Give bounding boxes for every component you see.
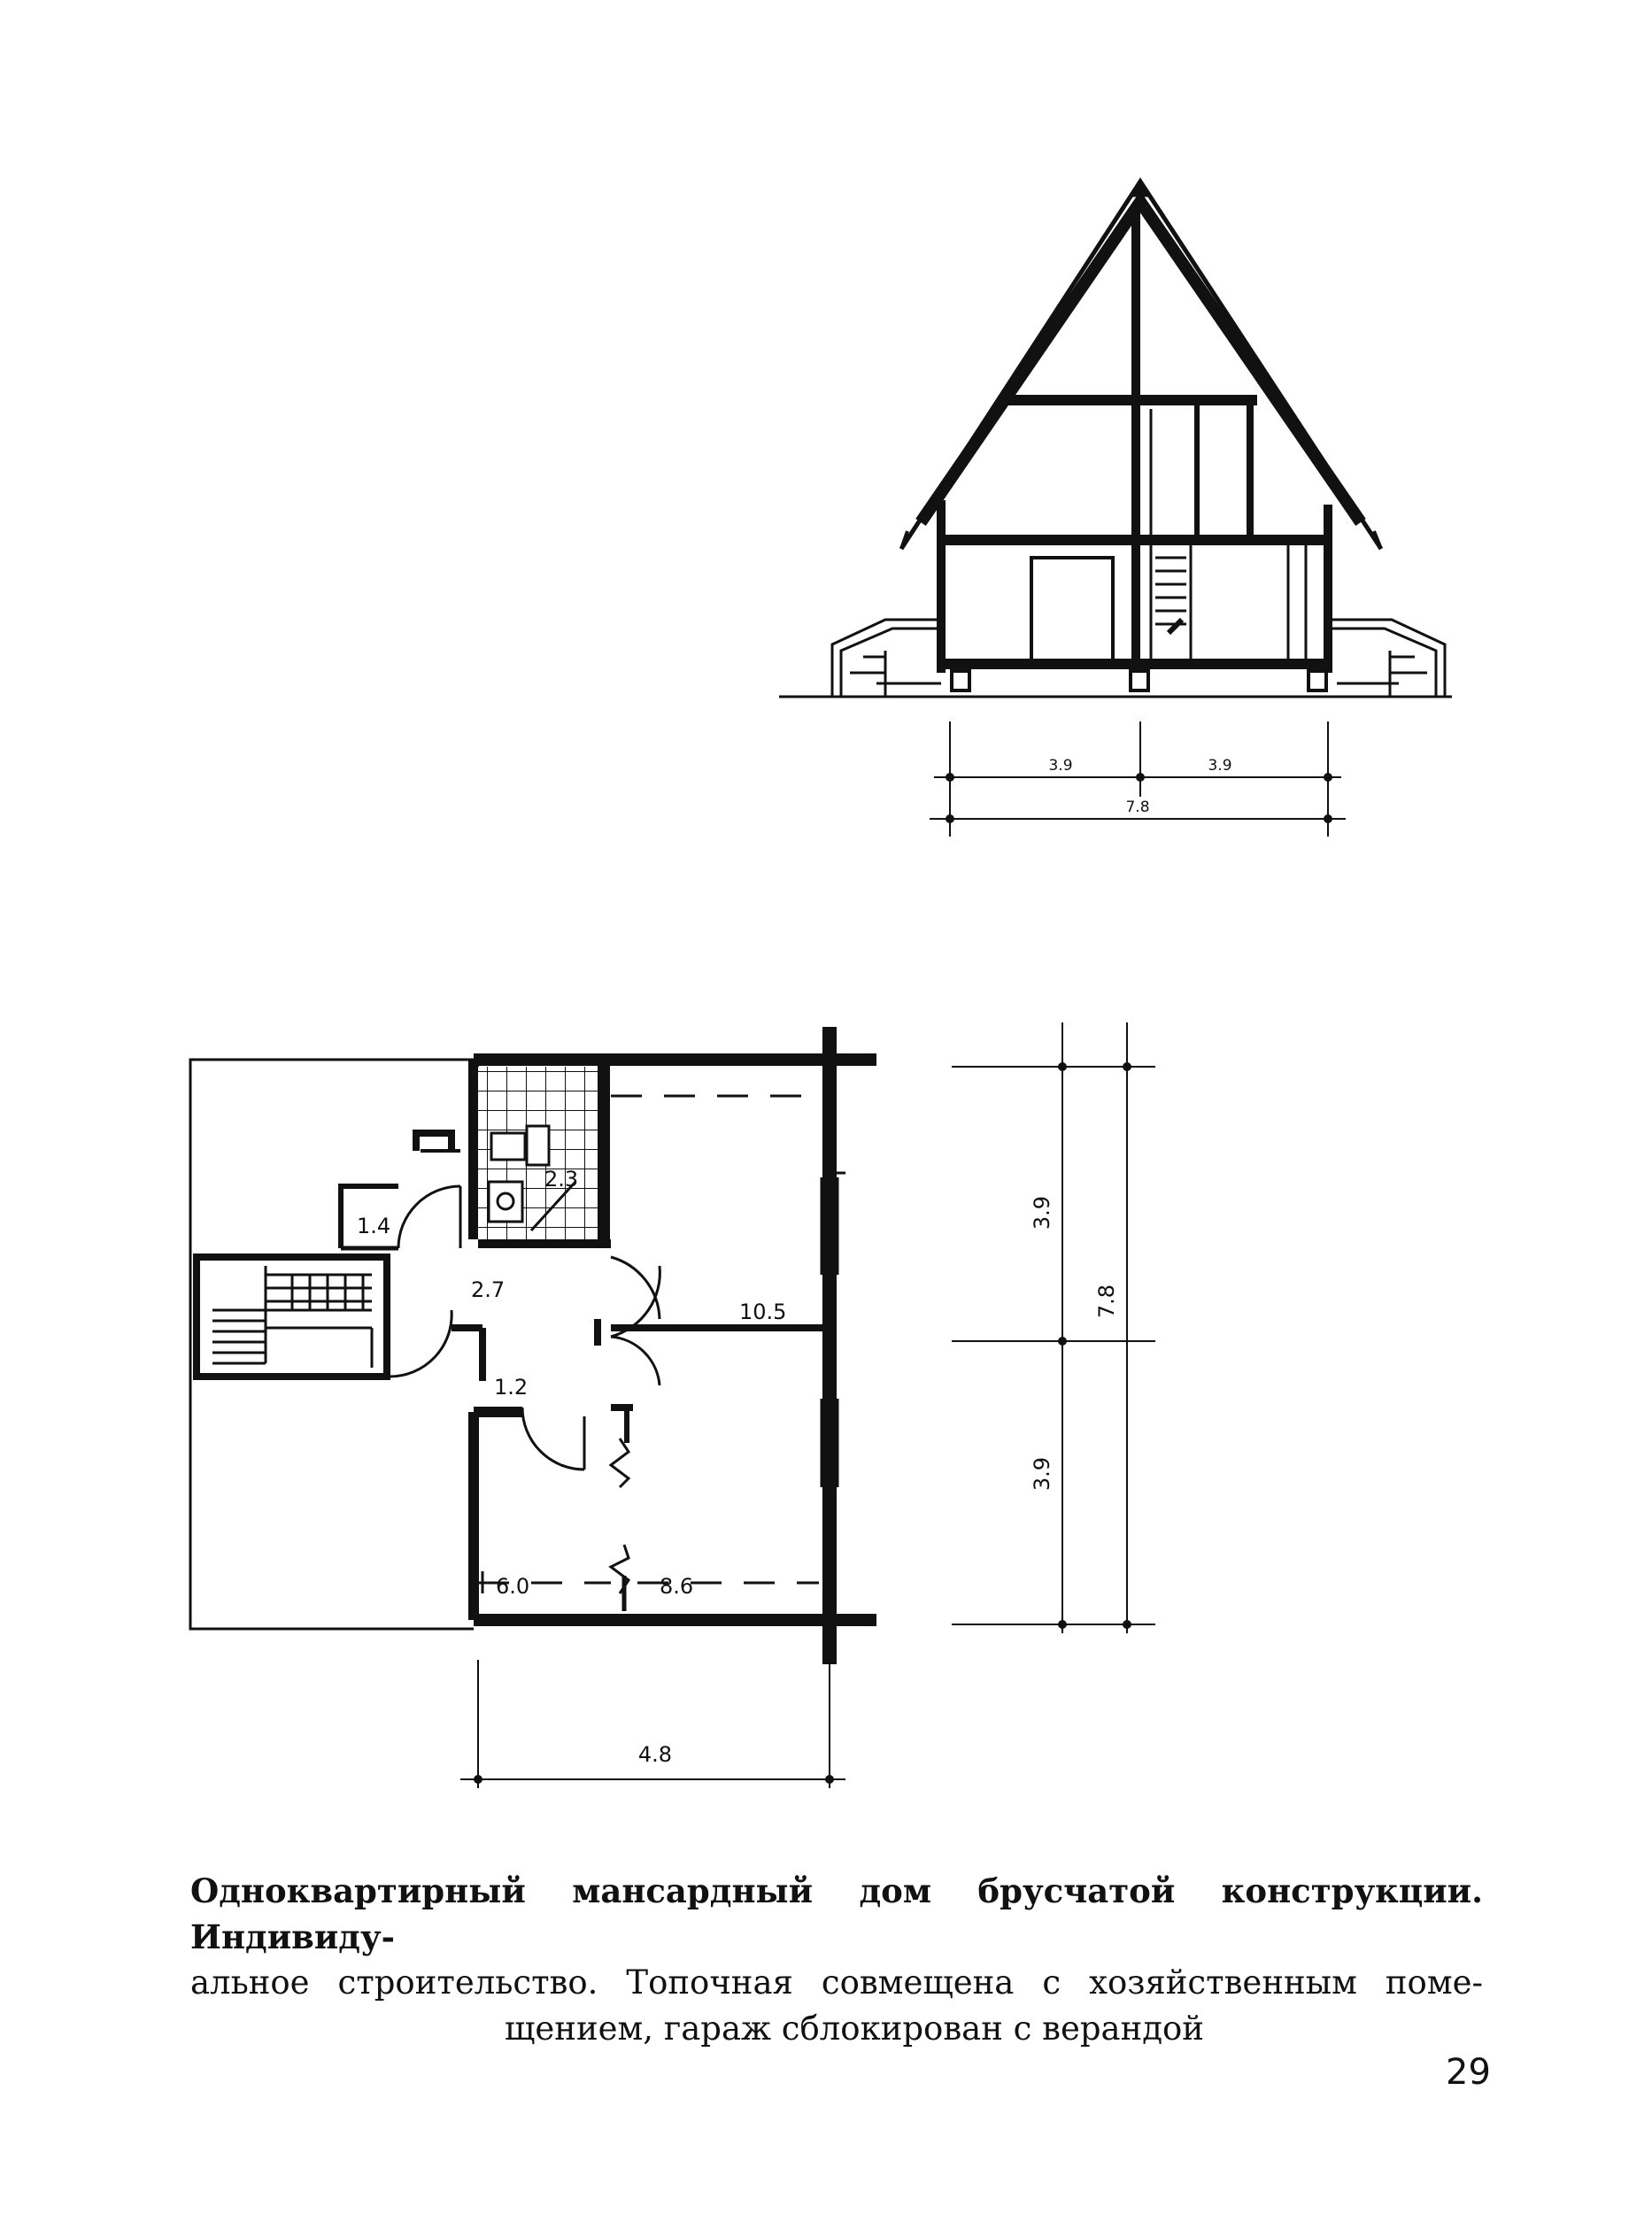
room-label-storage: 1.4	[357, 1214, 391, 1238]
plan-width-dimension	[460, 1660, 845, 1788]
plan-dim-width: 4.8	[637, 1742, 673, 1767]
room-label-bedroom: 8.6	[660, 1574, 694, 1599]
caption-line-1: Одноквартирный мансардный дом брусчатой конструкции. Индивиду-	[190, 1871, 1483, 1956]
figure-caption	[190, 1868, 1483, 2052]
section-dim-total: 7.8	[1125, 798, 1150, 816]
caption-line-2: альное строительство. Топочная совмещена с хозяйственным поме-	[190, 1963, 1483, 2002]
page-number: 29	[1446, 2052, 1491, 2093]
section-dim-left: 3.9	[1048, 757, 1073, 775]
room-label-vestibule: 1.2	[494, 1375, 529, 1400]
room-label-living: 10.5	[739, 1300, 787, 1324]
room-label-hall: 2.7	[471, 1277, 506, 1302]
plan-dim-depth-top: 3.9	[1030, 1195, 1054, 1230]
room-label-kitchen: 6.0	[496, 1574, 530, 1599]
section-dimensions	[930, 721, 1346, 837]
plan-dim-depth-total: 7.8	[1094, 1284, 1119, 1319]
room-label-wc: 2.3	[544, 1167, 579, 1192]
plan-depth-dimension	[952, 1022, 1155, 1633]
caption-line-3: щением, гараж сблокирован с верандой	[505, 2009, 1204, 2048]
cross-section	[779, 181, 1452, 697]
plan-dim-depth-bottom: 3.9	[1030, 1456, 1054, 1492]
section-dim-right: 3.9	[1208, 757, 1232, 775]
floor-plan	[190, 1027, 876, 1664]
